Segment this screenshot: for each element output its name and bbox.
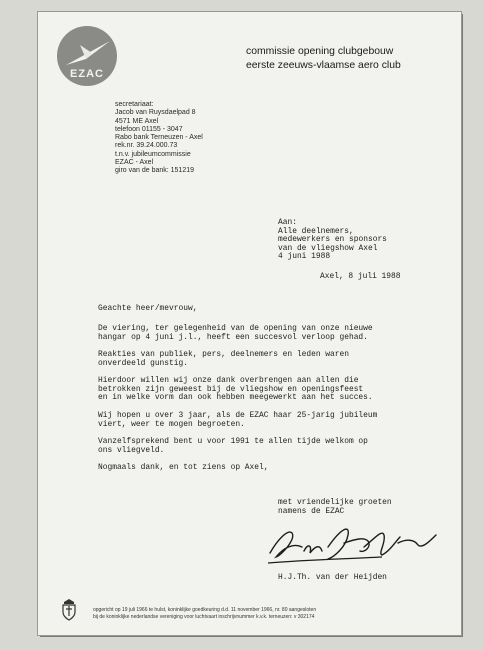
paragraph-line: ons vliegveld. xyxy=(98,445,165,455)
letterhead-line-2: eerste zeeuws-vlaamse aero club xyxy=(246,60,401,71)
secretariat-block xyxy=(115,101,315,176)
secretariat-line: telefoon 01155 - 3047 xyxy=(115,125,183,133)
secretariat-line: t.n.v. jubileumcommissie xyxy=(115,150,191,158)
paragraph-line: Nogmaals dank, en tot ziens op Axel, xyxy=(98,463,269,472)
paragraph-line: viert, weer te mogen begroeten. xyxy=(98,419,245,429)
address-line: medewerkers en sponsors xyxy=(278,235,387,245)
paragraph xyxy=(98,464,458,473)
paragraph-line: Wij hopen u over 3 jaar, als de EZAC haar 25-jarig jubileum xyxy=(98,411,378,420)
address-line: van de vliegshow Axel xyxy=(278,243,378,253)
address-line: 4 juni 1988 xyxy=(278,252,331,262)
closing xyxy=(278,499,392,516)
paragraph xyxy=(98,351,458,368)
paragraph xyxy=(98,412,458,429)
address-line: Aan: xyxy=(278,218,297,227)
secretariat-line: rek.nr. 39.24.000.73 xyxy=(115,142,178,150)
paragraph-line: De viering, ter gelegenheid van de opening van onze nieuwe xyxy=(98,324,373,333)
paragraph xyxy=(98,325,458,342)
signer-name: H.J.Th. van der Heijden xyxy=(278,573,387,582)
paragraph-line: hangar op 4 juni j.l., heeft een succesvol verloop gehad. xyxy=(98,332,368,342)
secretariat-line: Rabo bank Terneuzen - Axel xyxy=(115,134,203,142)
svg-text:EZAC: EZAC xyxy=(70,68,104,80)
paragraph-line: Vanzelfsprekend bent u voor 1991 te allen tijde welkom op xyxy=(98,437,368,446)
paragraph-line: betrokken zijn geweest bij de vliegshow en openingsfeest xyxy=(98,384,364,394)
closing-line: namens de EZAC xyxy=(278,506,345,516)
paragraph xyxy=(98,438,458,455)
footer-line-2: bij de koninklijke nederlandse vereniging voor luchtvaart inschrijvnummer k.v.k. terneuzen: v 302174 xyxy=(93,614,315,620)
salutation: Geachte heer/mevrouw, xyxy=(98,304,198,313)
handwritten-signature xyxy=(264,517,442,567)
paragraph xyxy=(98,377,458,403)
ezac-logo-icon xyxy=(56,25,118,87)
crest-emblem-icon xyxy=(61,599,77,621)
letter-date: Axel, 8 juli 1988 xyxy=(320,272,401,281)
paragraph-line: Reakties van publiek, pers, deelnemers en leden waren xyxy=(98,350,349,359)
paragraph-line: en in welke vorm dan ook hebben meegewerkt aan het succes. xyxy=(98,393,373,403)
secretariat-line: Jacob van Ruysdaelpad 8 xyxy=(115,109,196,117)
address-line: Alle deelnemers, xyxy=(278,226,354,236)
secretariat-line: EZAC - Axel xyxy=(115,159,154,167)
footer-line-1: opgericht op 19 juli 1966 te hulst, koninklijke goedkeuring d.d. 11 november 1966, nr. 80 aangesloten xyxy=(93,607,317,613)
letterhead-line-1: commissie opening clubgebouw xyxy=(246,46,394,57)
paragraph-line: Hierdoor willen wij onze dank overbrengen aan allen die xyxy=(98,376,359,385)
letter-page xyxy=(38,12,461,635)
closing-line: met vriendelijke groeten xyxy=(278,498,392,507)
secretariat-line: giro van de bank: 151219 xyxy=(115,167,195,175)
secretariat-line: secretariaat: xyxy=(115,101,154,108)
recipient-address xyxy=(278,219,387,262)
paragraph-line: onverdeeld gunstig. xyxy=(98,358,188,368)
secretariat-line: 4571 ME Axel xyxy=(115,117,159,125)
